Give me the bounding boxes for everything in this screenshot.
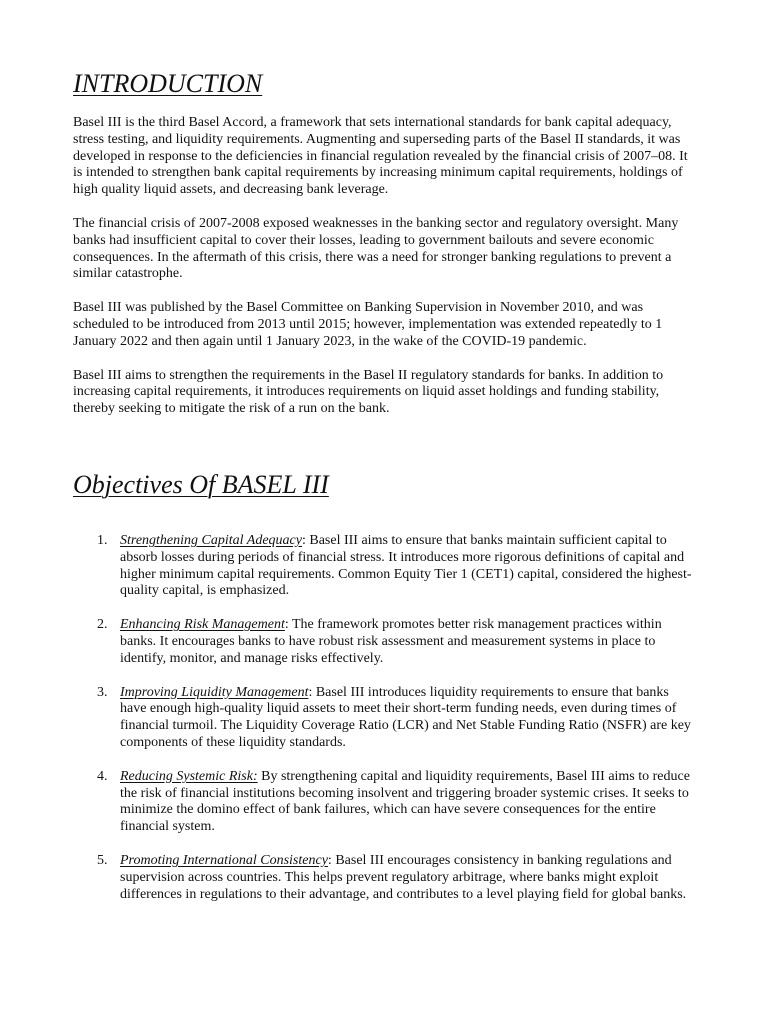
objective-item-4 [73,769,698,836]
objective-separator: : [327,852,332,868]
introduction-paragraph-1: Basel III is the third Basel Accord, a framework that sets international standards for bank capital adequacy, stress testing, and liquidity requirements. Augmenting and superseding parts of the Basel II standards, it was developed in response to the deficiencies in financial regulation revealed by the financial crisis of 2007–08. It is intended to strengthen bank capital requirements by increasing minimum capital requirements, holdings of high quality liquid assets, and decreasing bank leverage. [73,115,688,198]
objectives-list [73,533,698,903]
objective-term: Promoting International Consistency [120,852,328,868]
objective-text: Basel III introduces liquidity requirements to ensure that banks have enough high-quality liquid assets to meet their short-term funding needs, even during times of financial turmoil. The Liquidity Coverage Ratio (LCR) and Net Stable Funding Ratio (NSFR) are key components of these liquidity standards. [120,684,691,750]
objective-number: 5. [97,852,108,868]
objectives-heading: Objectives Of BASEL III [73,469,329,499]
introduction-paragraph-2: The financial crisis of 2007-2008 exposed weaknesses in the banking sector and regulatory oversight. Many banks had insufficient capital to cover their losses, leading to government bailouts and severe economic consequences. In the aftermath of this crisis, there was a need for stronger banking regulations to prevent a similar catastrophe. [73,215,679,282]
objective-number: 4. [97,768,108,784]
objective-number: 1. [97,532,108,548]
objective-text: Basel III aims to ensure that banks maintain sufficient capital to absorb losses during periods of financial stress. It introduces more rigorous definitions of capital and higher minimum capital requirements. Common Equity Tier 1 (CET1) capital, considered the highest-quality capital, is emphasized. [120,532,692,599]
objective-separator: : [308,684,313,700]
objective-term: Strengthening Capital Adequacy [120,532,302,548]
objective-separator: : [284,617,289,633]
objective-text: Basel III encourages consistency in banking regulations and supervision across countries. This helps prevent regulatory arbitrage, where banks might exploit differences in regulations to their advantage, and contributes to a level playing field for global banks. [120,852,687,902]
objective-item-1 [73,533,698,600]
objective-term: Improving Liquidity Management [120,684,309,700]
objective-term: Enhancing Risk Management [120,617,285,633]
objective-term: Reducing Systemic Risk: [120,768,258,784]
introduction-heading: INTRODUCTION [73,69,263,98]
introduction-paragraph-4: Basel III aims to strengthen the requirements in the Basel II regulatory standards for banks. In addition to increasing capital requirements, it introduces requirements on liquid asset holdings and funding stability, thereby seeking to mitigate the risk of a run on the bank. [73,367,664,417]
objective-item-3 [73,685,698,752]
objective-number: 2. [97,617,108,633]
introduction-paragraph-3: Basel III was published by the Basel Committee on Banking Supervision in November 2010, and was scheduled to be introduced from 2013 until 2015; however, implementation was extended repeatedly to 1 January 2022 and then again until 1 January 2023, in the wake of the COVID-19 pandemic. [73,300,663,349]
document-page [73,0,698,920]
objective-text: The framework promotes better risk management practices within banks. It encourages banks to have robust risk assessment and measurement systems in place to identify, monitor, and manage risks effectively. [120,617,662,666]
objective-number: 3. [97,684,108,700]
objective-item-2 [73,617,698,667]
objective-separator: : [301,532,306,548]
objective-text: By strengthening capital and liquidity requirements, Basel III aims to reduce the risk of financial institutions becoming insolvent and triggering broader systemic crises. It seeks to minimize the domino effect of bank failures, which can have severe consequences for the entire financial system. [120,768,690,835]
objective-item-5 [73,853,698,903]
